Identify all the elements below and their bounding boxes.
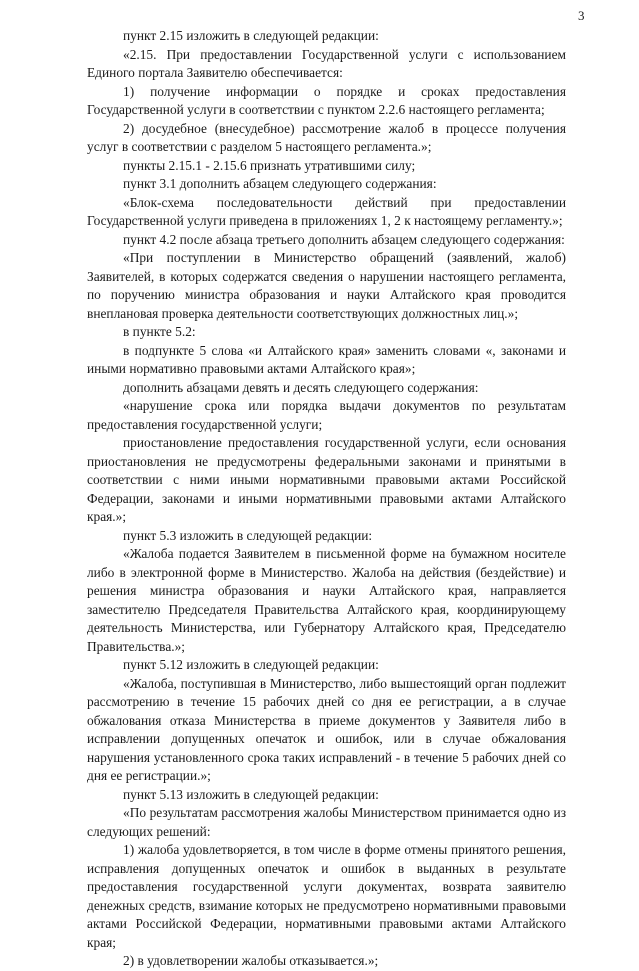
paragraph: «Блок-схема последовательности действий при предоставлении Государственной услуги приведена в приложениях 1, 2 к настоящему регламенту.»; bbox=[87, 194, 566, 228]
paragraph: в подпункте 5 слова «и Алтайского края» заменить словами «, законами и иными нормативно правовыми актами Алтайского края»; bbox=[87, 342, 566, 376]
paragraph: 1) жалоба удовлетворяется, в том числе в форме отмены принятого решения, исправления допущенных опечаток и ошибок в выданных в результате предоставления государственной услуги документах, возврата заявителю денежных средств, взимание которых не предусмотрено нормативными правовыми актами Российской Федерации, нормативными правовыми актами Алтайского края; bbox=[87, 842, 566, 950]
paragraph: «2.15. При предоставлении Государственной услуги с использованием Единого портала Заявителю обеспечивается: bbox=[87, 46, 566, 80]
page-number: 3 bbox=[578, 8, 585, 23]
paragraph: 1) получение информации о порядке и сроках предоставления Государственной услуги в соответствии с пунктом 2.2.6 настоящего регламента; bbox=[87, 83, 566, 117]
paragraph: 2) в удовлетворении жалобы отказывается.»; bbox=[123, 953, 379, 968]
paragraph: пункт 3.1 дополнить абзацем следующего содержания: bbox=[123, 176, 437, 191]
paragraph: пункты 2.15.1 - 2.15.6 признать утратившими силу; bbox=[123, 157, 416, 173]
paragraph: приостановление предоставления государственной услуги, если основания приостановления не предусмотрены федеральными законами и принятыми в соответствии с ними иными нормативными правовыми актами Российской Федерации, законами и иными нормативными правовыми актами Алтайского края.»; bbox=[87, 435, 566, 524]
paragraph: пункт 5.13 изложить в следующей редакции: bbox=[123, 786, 379, 802]
paragraph: «При поступлении в Министерство обращений (заявлений, жалоб) Заявителей, в которых содержатся сведения о нарушении настоящего регламента, по поручению министра образования и науки Алтайского края проводится внеплановая проверка деятельности соответствующих должностных лиц.»; bbox=[87, 250, 566, 321]
paragraph: «По результатам рассмотрения жалобы Министерством принимается одно из следующих решений: bbox=[87, 805, 566, 839]
paragraph: «нарушение срока или порядка выдачи документов по результатам предоставления государственной услуги; bbox=[87, 398, 566, 432]
paragraph: 2) досудебное (внесудебное) рассмотрение жалоб в процессе получения услуг в соответствии с разделом 5 настоящего регламента.»; bbox=[87, 120, 566, 154]
paragraph: пункт 4.2 после абзаца третьего дополнить абзацем следующего содержания: bbox=[123, 231, 565, 247]
paragraph: дополнить абзацами девять и десять следующего содержания: bbox=[123, 379, 479, 395]
document-body bbox=[87, 27, 566, 971]
paragraph: пункт 5.3 изложить в следующей редакции: bbox=[123, 527, 373, 543]
paragraph: «Жалоба подается Заявителем в письменной форме на бумажном носителе либо в электронной форме в Министерство. Жалоба на действия (бездействие) и решения министра образования и науки Алтайского края, направляется заместителю Председателя Правительства Алтайского края, координирующему деятельность Министерства, или Губернатору Алтайского края, Председателю Правительства.»; bbox=[87, 546, 566, 654]
paragraph: «Жалоба, поступившая в Министерство, либо вышестоящий орган подлежит рассмотрению в течение 15 рабочих дней со дня ее регистрации, а в случае обжалования отказа Министерства в приеме документов у Заявителя либо в исправлении допущенных опечаток и ошибок, или в случае обжалования нарушения установленного срока таких исправлений - в течение 5 рабочих дней со дня ее регистрации.»; bbox=[87, 675, 566, 783]
paragraph: пункт 2.15 изложить в следующей редакции: bbox=[123, 28, 379, 43]
paragraph: в пункте 5.2: bbox=[123, 324, 196, 339]
paragraph: пункт 5.12 изложить в следующей редакции: bbox=[123, 657, 379, 672]
